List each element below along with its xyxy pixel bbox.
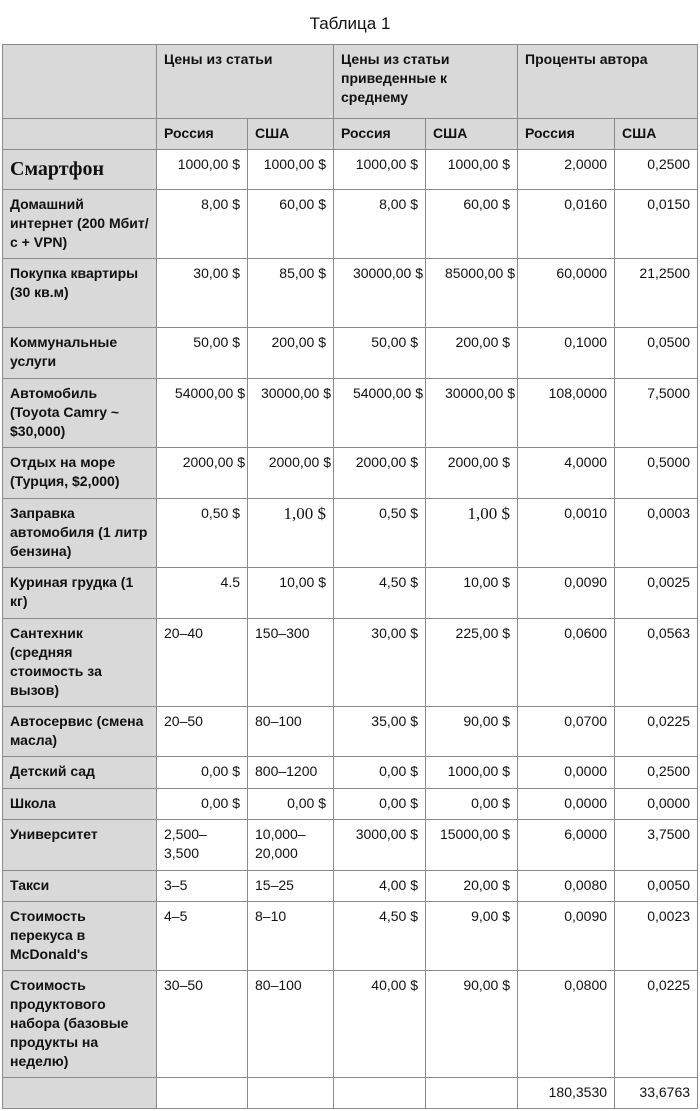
header-sub-russia: Россия bbox=[157, 119, 248, 150]
table-cell: 0,0090 bbox=[518, 568, 615, 619]
header-sub-russia: Россия bbox=[518, 119, 615, 150]
row-label: Автомобиль (Toyota Camry ~ $30,000) bbox=[3, 379, 157, 448]
table-cell: 60,00 $ bbox=[248, 190, 334, 259]
header-group-author-percent: Проценты автора bbox=[518, 45, 698, 119]
row-label: Стоимость продуктового набора (базовые продукты на неделю) bbox=[3, 971, 157, 1078]
header-sub-usa: США bbox=[615, 119, 698, 150]
table-cell: 0,2500 bbox=[615, 150, 698, 190]
table-title: Таблица 1 bbox=[309, 14, 391, 33]
table-cell: 60,00 $ bbox=[426, 190, 518, 259]
row-label: Куриная грудка (1 кг) bbox=[3, 568, 157, 619]
table-cell: 0,0003 bbox=[615, 499, 698, 568]
table-cell: 54000,00 $ bbox=[157, 379, 248, 448]
table-row bbox=[3, 568, 698, 619]
table-cell: 200,00 $ bbox=[248, 328, 334, 379]
table-cell: 4,50 $ bbox=[334, 902, 426, 971]
table-cell: 3000,00 $ bbox=[334, 820, 426, 871]
table-cell: 3,7500 bbox=[615, 820, 698, 871]
header-sub-usa: США bbox=[426, 119, 518, 150]
table-row bbox=[3, 971, 698, 1078]
table-cell: 800–1200 bbox=[248, 757, 334, 789]
table-cell: 0,0800 bbox=[518, 971, 615, 1078]
table-cell: 3–5 bbox=[157, 871, 248, 902]
table-cell: 2,0000 bbox=[518, 150, 615, 190]
table-cell: 200,00 $ bbox=[426, 328, 518, 379]
table-cell: 9,00 $ bbox=[426, 902, 518, 971]
table-cell: 50,00 $ bbox=[334, 328, 426, 379]
table-cell: 20–50 bbox=[157, 707, 248, 757]
header-sub-russia: Россия bbox=[334, 119, 426, 150]
table-cell: 30,00 $ bbox=[157, 259, 248, 328]
table-cell: 0,0600 bbox=[518, 619, 615, 707]
table-cell: 30–50 bbox=[157, 971, 248, 1078]
table-cell: 20–40 bbox=[157, 619, 248, 707]
table-cell: 35,00 $ bbox=[334, 707, 426, 757]
table-cell: 60,0000 bbox=[518, 259, 615, 328]
table-row bbox=[3, 789, 698, 820]
table-cell: 4–5 bbox=[157, 902, 248, 971]
table-cell: 2000,00 $ bbox=[426, 448, 518, 499]
row-label: Университет bbox=[3, 820, 157, 871]
table-cell: 20,00 $ bbox=[426, 871, 518, 902]
table-cell: 50,00 $ bbox=[157, 328, 248, 379]
table-cell: 0,00 $ bbox=[334, 757, 426, 789]
table-cell: 0,0000 bbox=[615, 789, 698, 820]
table-cell: 2,500–3,500 bbox=[157, 820, 248, 871]
table-cell: 225,00 $ bbox=[426, 619, 518, 707]
table-cell: 4,50 $ bbox=[334, 568, 426, 619]
table-row bbox=[3, 820, 698, 871]
table-cell: 0,00 $ bbox=[426, 789, 518, 820]
table-cell: 40,00 $ bbox=[334, 971, 426, 1078]
table-row bbox=[3, 379, 698, 448]
table-cell: 0,00 $ bbox=[157, 789, 248, 820]
table-cell: 0,0700 bbox=[518, 707, 615, 757]
totals-row bbox=[3, 1078, 698, 1109]
row-label: Коммунальные услуги bbox=[3, 328, 157, 379]
table-cell: 1000,00 $ bbox=[157, 150, 248, 190]
table-cell: 0,1000 bbox=[518, 328, 615, 379]
row-label: Смартфон bbox=[3, 150, 157, 190]
table-cell: 108,0000 bbox=[518, 379, 615, 448]
table-cell: 0,00 $ bbox=[248, 789, 334, 820]
totals-cell bbox=[248, 1078, 334, 1109]
table-cell: 150–300 bbox=[248, 619, 334, 707]
total-russia-percent: 180,3530 bbox=[518, 1078, 615, 1109]
table-cell: 2000,00 $ bbox=[248, 448, 334, 499]
table-cell: 6,0000 bbox=[518, 820, 615, 871]
table-cell: 0,0160 bbox=[518, 190, 615, 259]
table-row bbox=[3, 259, 698, 328]
row-label: Школа bbox=[3, 789, 157, 820]
table-cell: 0,0080 bbox=[518, 871, 615, 902]
table-row bbox=[3, 902, 698, 971]
table-cell: 0,0225 bbox=[615, 707, 698, 757]
table-cell: 10,000–20,000 bbox=[248, 820, 334, 871]
total-usa-percent: 33,6763 bbox=[615, 1078, 698, 1109]
table-row bbox=[3, 619, 698, 707]
table-cell: 80–100 bbox=[248, 707, 334, 757]
row-label: Стоимость перекуса в McDonald's bbox=[3, 902, 157, 971]
table-cell: 85,00 $ bbox=[248, 259, 334, 328]
table-row bbox=[3, 707, 698, 757]
header-group-article-prices: Цены из статьи bbox=[157, 45, 334, 119]
table-row bbox=[3, 190, 698, 259]
table-row bbox=[3, 328, 698, 379]
table-cell: 0,0150 bbox=[615, 190, 698, 259]
table-cell: 8–10 bbox=[248, 902, 334, 971]
table-cell: 0,50 $ bbox=[334, 499, 426, 568]
row-label: Домашний интернет (200 Мбит/с + VPN) bbox=[3, 190, 157, 259]
table-cell: 4,0000 bbox=[518, 448, 615, 499]
table-cell: 0,2500 bbox=[615, 757, 698, 789]
table-cell: 0,0023 bbox=[615, 902, 698, 971]
table-cell: 0,0500 bbox=[615, 328, 698, 379]
table-cell: 80–100 bbox=[248, 971, 334, 1078]
table-cell: 30000,00 $ bbox=[248, 379, 334, 448]
table-cell: 8,00 $ bbox=[334, 190, 426, 259]
header-corner-cell bbox=[3, 45, 157, 119]
totals-cell bbox=[426, 1078, 518, 1109]
table-cell: 0,0050 bbox=[615, 871, 698, 902]
table-cell: 4.5 bbox=[157, 568, 248, 619]
table-cell: 0,0000 bbox=[518, 789, 615, 820]
table-cell: 15000,00 $ bbox=[426, 820, 518, 871]
row-label: Автосервис (смена масла) bbox=[3, 707, 157, 757]
header-group-row bbox=[3, 45, 698, 119]
table-cell: 0,00 $ bbox=[157, 757, 248, 789]
table-cell: 2000,00 $ bbox=[334, 448, 426, 499]
header-sub-row bbox=[3, 119, 698, 150]
totals-cell bbox=[334, 1078, 426, 1109]
table-cell: 30000,00 $ bbox=[334, 259, 426, 328]
table-cell: 1000,00 $ bbox=[426, 757, 518, 789]
table-cell: 0,0225 bbox=[615, 971, 698, 1078]
row-label: Сантехник (средняя стоимость за вызов) bbox=[3, 619, 157, 707]
table-cell: 10,00 $ bbox=[248, 568, 334, 619]
table-row bbox=[3, 871, 698, 902]
table-cell: 1000,00 $ bbox=[334, 150, 426, 190]
table-cell: 0,0563 bbox=[615, 619, 698, 707]
table-cell: 15–25 bbox=[248, 871, 334, 902]
row-label: Такси bbox=[3, 871, 157, 902]
table-cell: 1,00 $ bbox=[426, 499, 518, 568]
table-cell: 0,5000 bbox=[615, 448, 698, 499]
price-comparison-table bbox=[2, 44, 698, 1109]
table-cell: 10,00 $ bbox=[426, 568, 518, 619]
totals-label bbox=[3, 1078, 157, 1109]
row-label: Детский сад bbox=[3, 757, 157, 789]
table-cell: 0,50 $ bbox=[157, 499, 248, 568]
table-cell: 1000,00 $ bbox=[248, 150, 334, 190]
table-cell: 90,00 $ bbox=[426, 971, 518, 1078]
table-cell: 0,0010 bbox=[518, 499, 615, 568]
table-row bbox=[3, 757, 698, 789]
header-group-normalized-prices: Цены из статьи приведенные к среднему bbox=[334, 45, 518, 119]
table-cell: 2000,00 $ bbox=[157, 448, 248, 499]
table-cell: 0,0090 bbox=[518, 902, 615, 971]
table-row bbox=[3, 448, 698, 499]
table-cell: 0,0000 bbox=[518, 757, 615, 789]
table-cell: 4,00 $ bbox=[334, 871, 426, 902]
table-cell: 90,00 $ bbox=[426, 707, 518, 757]
table-cell: 1,00 $ bbox=[248, 499, 334, 568]
table-cell: 7,5000 bbox=[615, 379, 698, 448]
table-row bbox=[3, 150, 698, 190]
row-label: Покупка квартиры (30 кв.м) bbox=[3, 259, 157, 328]
table-cell: 54000,00 $ bbox=[334, 379, 426, 448]
table-cell: 1000,00 $ bbox=[426, 150, 518, 190]
table-row bbox=[3, 499, 698, 568]
table-cell: 30000,00 $ bbox=[426, 379, 518, 448]
table-cell: 30,00 $ bbox=[334, 619, 426, 707]
header-sub-corner bbox=[3, 119, 157, 150]
table-cell: 0,0025 bbox=[615, 568, 698, 619]
table-cell: 0,00 $ bbox=[334, 789, 426, 820]
row-label: Заправка автомобиля (1 литр бензина) bbox=[3, 499, 157, 568]
table-cell: 85000,00 $ bbox=[426, 259, 518, 328]
totals-cell bbox=[157, 1078, 248, 1109]
table-cell: 8,00 $ bbox=[157, 190, 248, 259]
table-cell: 21,2500 bbox=[615, 259, 698, 328]
header-sub-usa: США bbox=[248, 119, 334, 150]
row-label: Отдых на море (Турция, $2,000) bbox=[3, 448, 157, 499]
